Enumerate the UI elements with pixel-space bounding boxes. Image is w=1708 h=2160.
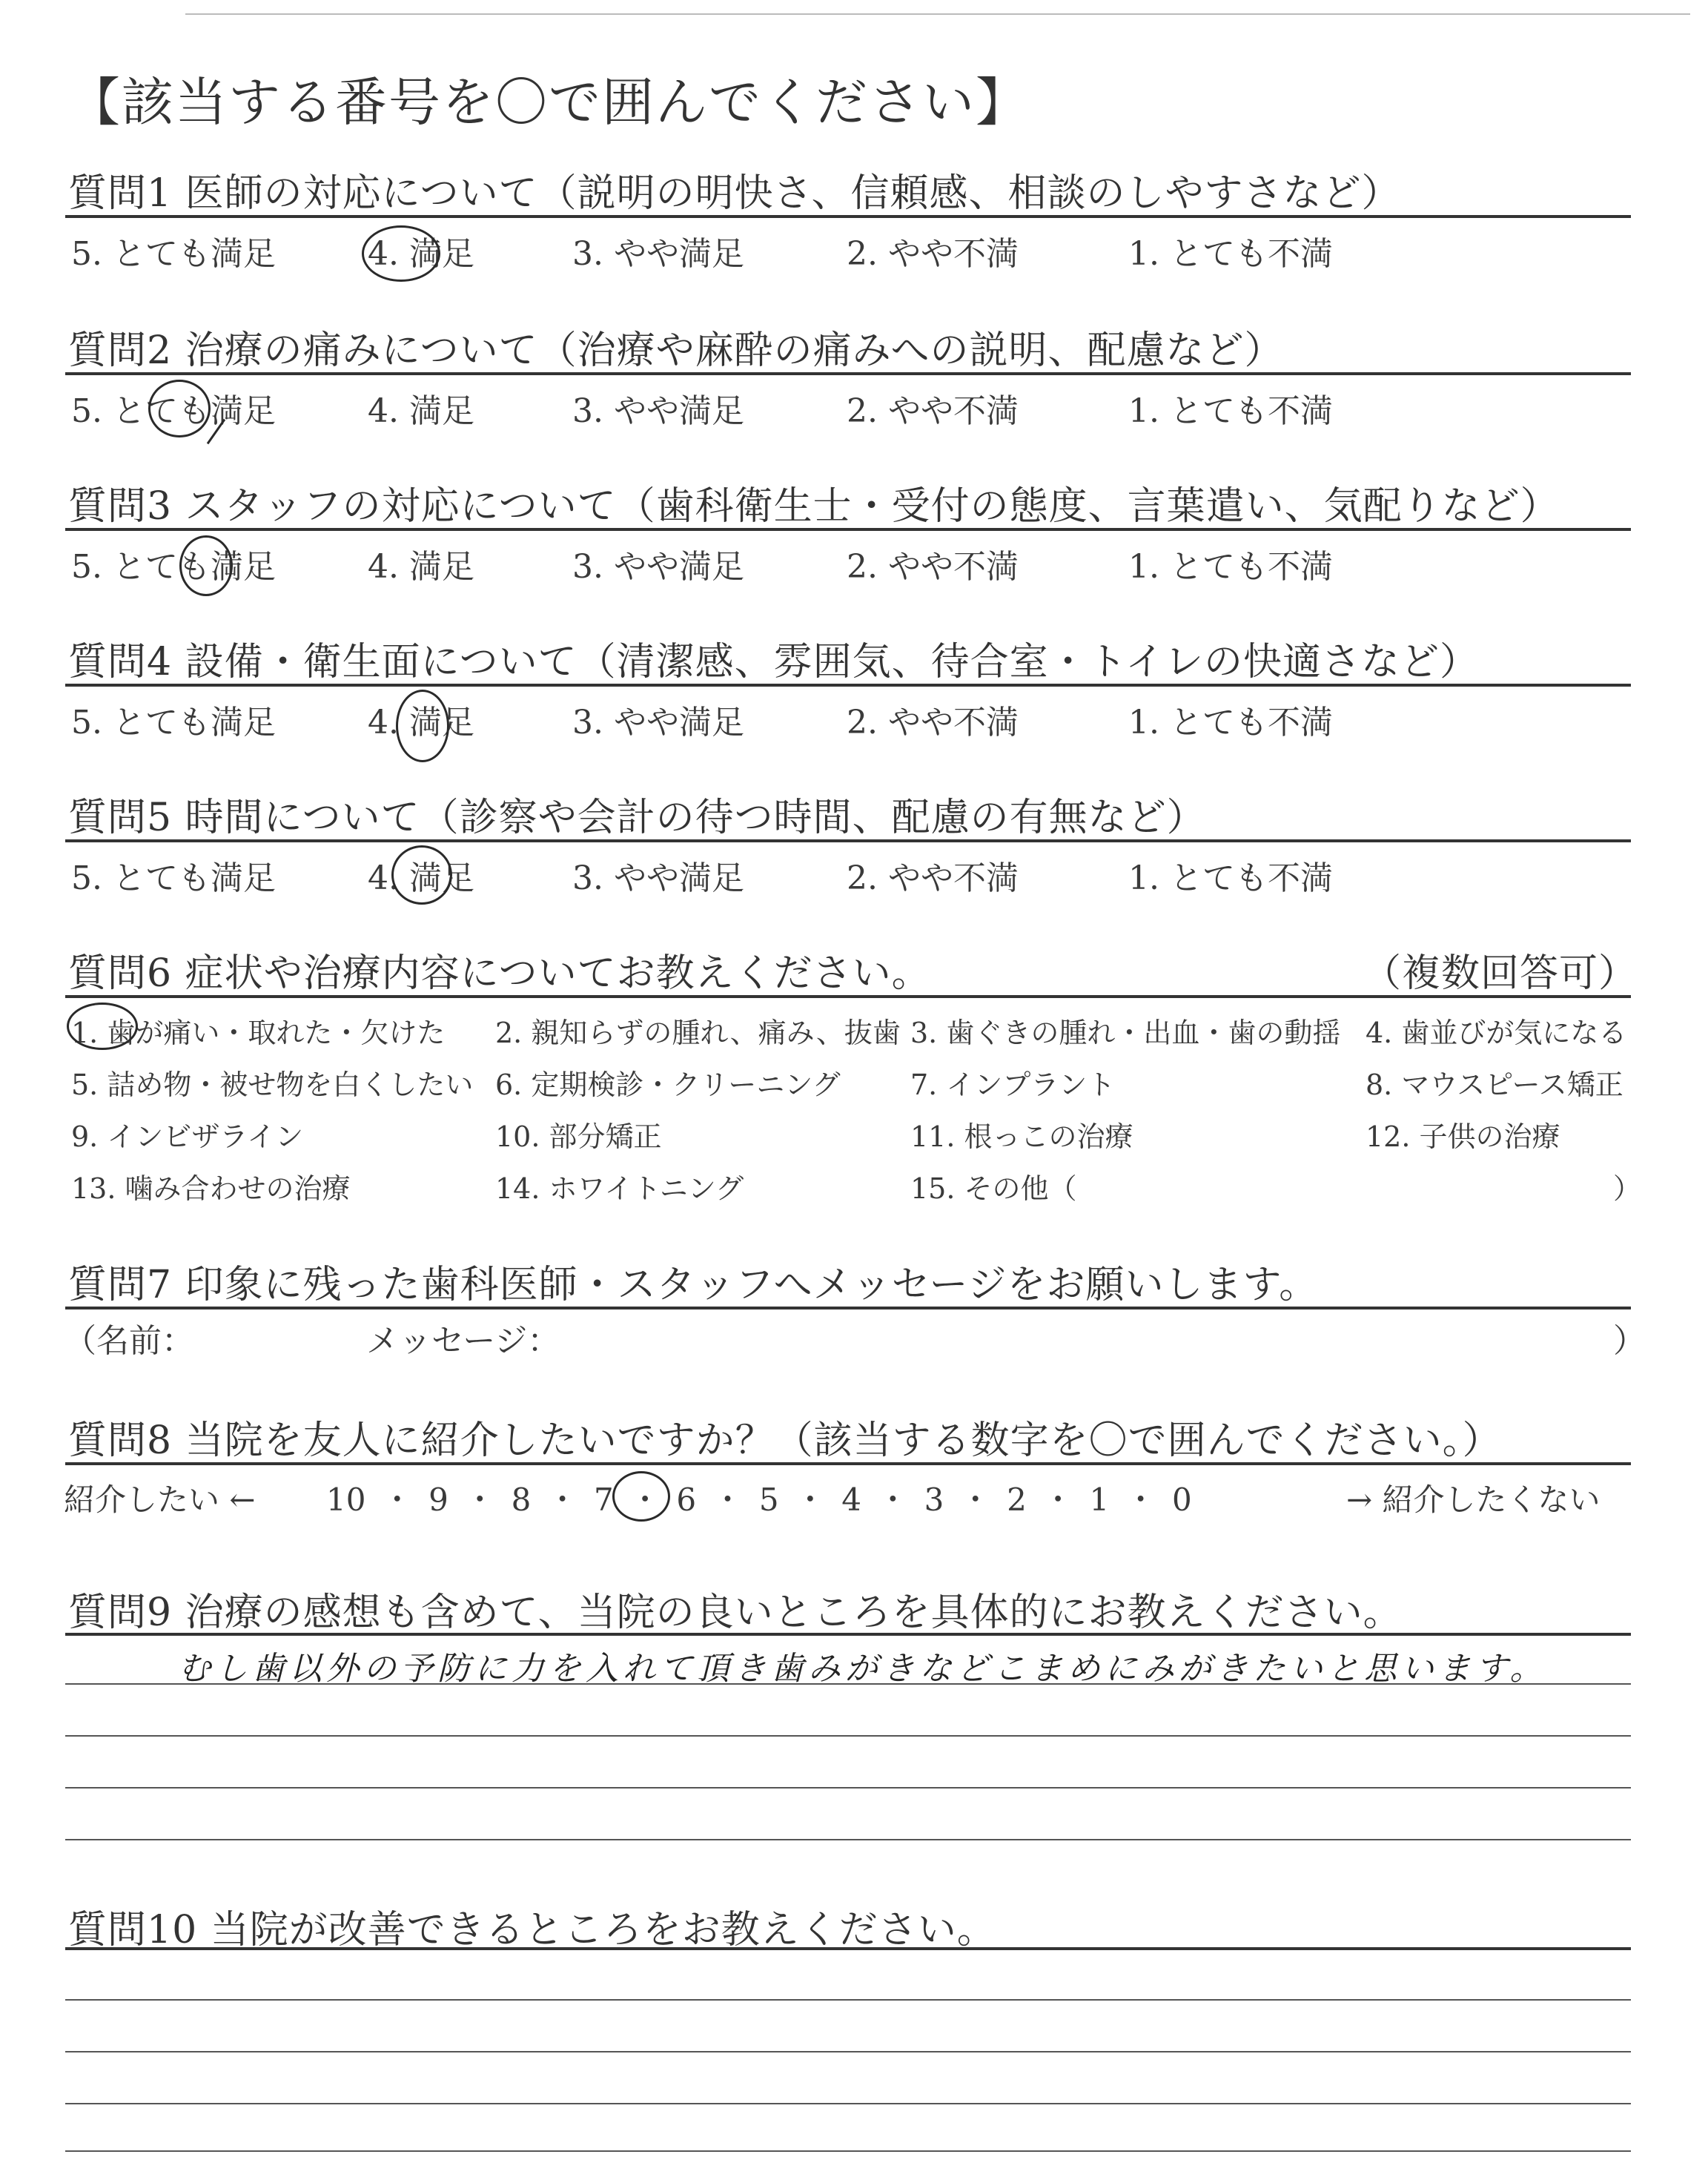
q5-option-2[interactable]: 2. やや不満 — [847, 859, 1019, 897]
q6-heading: 質問6 症状や治療内容についてお教えください。 — [68, 951, 931, 996]
q6-option-14[interactable]: 14. ホワイトニング — [495, 1172, 744, 1205]
q2-option-2[interactable]: 2. やや不満 — [847, 392, 1019, 430]
q6-option-9[interactable]: 9. インビザライン — [71, 1120, 304, 1153]
q6-option-12[interactable]: 12. 子供の治療 — [1366, 1120, 1560, 1153]
q7-name-label: （名前： — [64, 1322, 194, 1360]
q1-option-5[interactable]: 5. とても満足 — [71, 235, 276, 273]
q3-option-5[interactable]: 5. とても満足 — [71, 548, 276, 586]
q5-option-3[interactable]: 3. やや満足 — [572, 859, 744, 897]
q2-option-3[interactable]: 3. やや満足 — [572, 392, 744, 430]
scan-top-edge — [185, 13, 1690, 15]
q4-option-5[interactable]: 5. とても満足 — [71, 704, 276, 742]
q7-heading: 質問7 印象に残った歯科医師・スタッフへメッセージをお願いします。 — [68, 1263, 1319, 1307]
q4-answer-circle — [396, 690, 449, 762]
q5-option-4[interactable]: 4. 満足 — [368, 859, 474, 897]
q5-heading: 質問5 時間について（診察や会計の待つ時間、配慮の有無など） — [68, 796, 1206, 840]
q3-option-1[interactable]: 1. とても不満 — [1128, 548, 1333, 586]
q3-rule — [65, 528, 1631, 531]
q3-answer-circle — [179, 535, 233, 596]
q8-scale[interactable]: 10 ・ 9 ・ 8 ・ 7 ・ 6 ・ 5 ・ 4 ・ 3 ・ 2 ・ 1 ・ 0 — [326, 1482, 1192, 1518]
q10-line-4 — [65, 2150, 1631, 2152]
form-title: 【該当する番号を〇で囲んでください】 — [68, 72, 1029, 133]
q6-rule — [65, 995, 1631, 998]
q4-option-3[interactable]: 3. やや満足 — [572, 704, 744, 742]
q2-answer-circle — [148, 380, 211, 437]
q1-option-2[interactable]: 2. やや不満 — [847, 235, 1019, 273]
q6-option-6[interactable]: 6. 定期検診・クリーニング — [495, 1069, 841, 1101]
q1-heading: 質問1 医師の対応について（説明の明快さ、信頼感、相談のしやすさなど） — [68, 171, 1401, 216]
q6-option-13[interactable]: 13. 噛み合わせの治療 — [71, 1172, 351, 1205]
q4-rule — [65, 684, 1631, 687]
q6-other-close: ） — [1613, 1172, 1642, 1205]
q10-rule — [65, 1947, 1631, 1950]
q1-option-3[interactable]: 3. やや満足 — [572, 235, 744, 273]
q4-option-2[interactable]: 2. やや不満 — [847, 704, 1019, 742]
q2-rule — [65, 372, 1631, 375]
q8-answer-circle — [612, 1471, 670, 1522]
q2-heading: 質問2 治療の痛みについて（治療や麻酔の痛みへの説明、配慮など） — [68, 328, 1284, 373]
q10-heading: 質問10 当院が改善できるところをお教えください。 — [68, 1908, 996, 1952]
q10-line-1 — [65, 1999, 1631, 2001]
q9-line-3 — [65, 1787, 1631, 1789]
q2-option-1[interactable]: 1. とても不満 — [1128, 392, 1333, 430]
q8-heading: 質問8 当院を友人に紹介したいですか？（該当する数字を〇で囲んでください。） — [68, 1418, 1502, 1463]
q6-option-4[interactable]: 4. 歯並びが気になる — [1366, 1017, 1627, 1049]
q6-option-1[interactable]: 1. 歯が痛い・取れた・欠けた — [71, 1017, 446, 1049]
q6-option-2[interactable]: 2. 親知らずの腫れ、痛み、抜歯 — [495, 1017, 901, 1049]
q9-line-2 — [65, 1735, 1631, 1737]
q8-rule — [65, 1462, 1631, 1465]
q3-option-2[interactable]: 2. やや不満 — [847, 548, 1019, 586]
q6-answer-circle — [67, 1003, 138, 1050]
q5-option-1[interactable]: 1. とても不満 — [1128, 859, 1333, 897]
q10-line-2 — [65, 2051, 1631, 2052]
q8-left-label: 紹介したい ← — [64, 1482, 256, 1518]
q9-handwritten-answer[interactable]: むし歯以外の予防に力を入れて頂き歯みがきなどこまめにみがきたいと思います。 — [178, 1650, 1547, 1688]
q5-option-5[interactable]: 5. とても満足 — [71, 859, 276, 897]
q3-option-4[interactable]: 4. 満足 — [368, 548, 474, 586]
q9-line-4 — [65, 1839, 1631, 1840]
q10-line-3 — [65, 2103, 1631, 2104]
q6-option-10[interactable]: 10. 部分矯正 — [495, 1120, 662, 1153]
q1-option-4[interactable]: 4. 満足 — [368, 235, 474, 273]
q6-option-7[interactable]: 7. インプラント — [910, 1069, 1116, 1101]
q9-rule — [65, 1633, 1631, 1636]
q1-option-1[interactable]: 1. とても不満 — [1128, 235, 1333, 273]
q3-option-3[interactable]: 3. やや満足 — [572, 548, 744, 586]
q7-rule — [65, 1307, 1631, 1309]
q3-heading: 質問3 スタッフの対応について（歯科衛生士・受付の態度、言葉遣い、気配りなど） — [68, 484, 1560, 529]
q6-option-11[interactable]: 11. 根っこの治療 — [910, 1120, 1133, 1153]
q6-option-8[interactable]: 8. マウスピース矯正 — [1366, 1069, 1623, 1101]
q4-option-1[interactable]: 1. とても不満 — [1128, 704, 1333, 742]
q6-note: （複数回答可） — [1363, 951, 1638, 996]
q6-option-15[interactable]: 15. その他（ — [910, 1172, 1077, 1205]
q2-option-5[interactable]: 5. とても満足 — [71, 392, 276, 430]
q5-answer-circle — [391, 845, 452, 905]
q9-heading: 質問9 治療の感想も含めて、当院の良いところを具体的にお教えください。 — [68, 1591, 1403, 1635]
q6-option-5[interactable]: 5. 詰め物・被せ物を白くしたい — [71, 1069, 474, 1101]
q6-option-3[interactable]: 3. 歯ぐきの腫れ・出血・歯の動揺 — [910, 1017, 1341, 1049]
q2-option-4[interactable]: 4. 満足 — [368, 392, 474, 430]
q9-line-1 — [65, 1683, 1631, 1685]
q7-close: ） — [1613, 1322, 1646, 1360]
q5-rule — [65, 839, 1631, 842]
q4-heading: 質問4 設備・衛生面について（清潔感、雰囲気、待合室・トイレの快適さなど） — [68, 640, 1479, 684]
q7-message-label: メッセージ： — [366, 1322, 560, 1360]
q1-answer-circle — [362, 225, 440, 282]
q8-right-label: → 紹介したくない — [1346, 1482, 1601, 1518]
q4-option-4[interactable]: 4. 満足 — [368, 704, 474, 742]
q1-rule — [65, 215, 1631, 218]
